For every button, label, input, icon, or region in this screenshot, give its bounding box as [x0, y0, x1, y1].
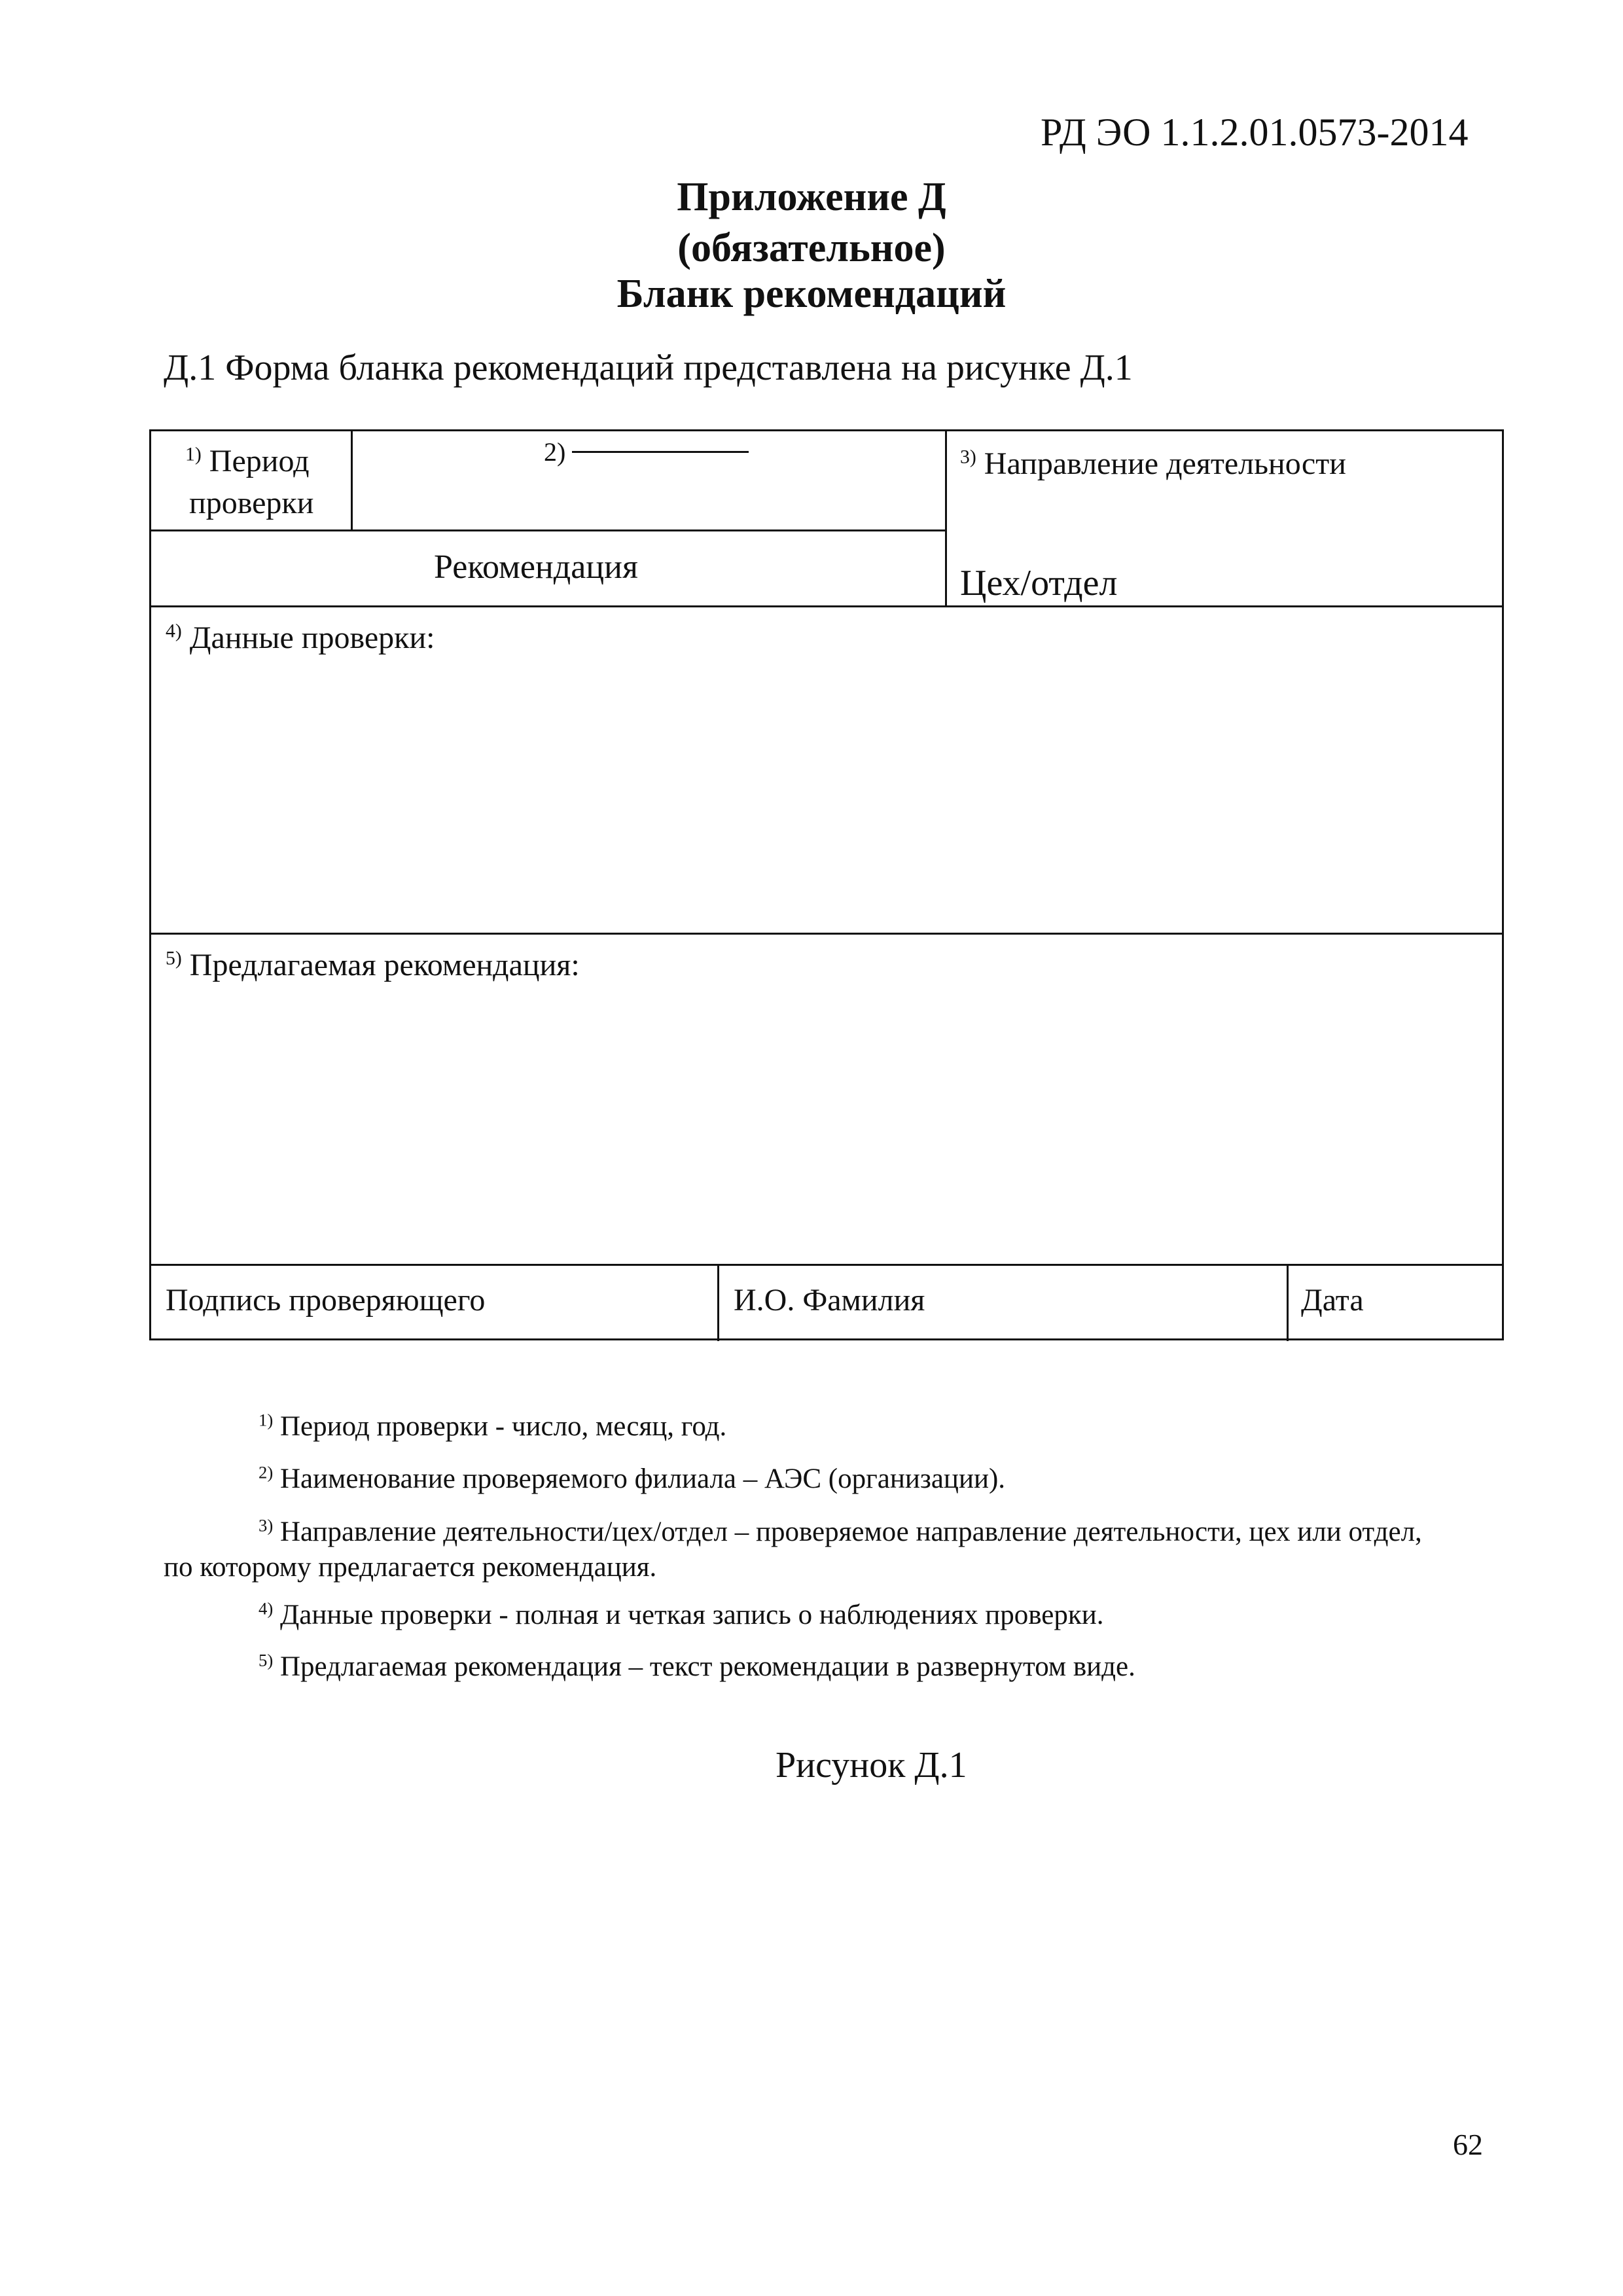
page-number: 62: [1453, 2128, 1483, 2161]
direction-label: $^{3)}$ Направление деятельности: [960, 446, 1346, 481]
footnote-1: $^{1)}$ Период проверки - число, месяц, год.: [259, 1410, 727, 1442]
proposed-recommendation-area[interactable]: [155, 994, 1497, 1259]
divider: [945, 431, 947, 607]
proposed-recommendation-label: $^{5)}$ Предлагаемая рекомендация:: [166, 947, 580, 982]
appendix-subtitle: Бланк рекомендаций: [616, 272, 1007, 316]
divider: [151, 529, 946, 531]
audit-data-label: $^{4)}$ Данные проверки:: [166, 620, 435, 655]
divider: [151, 605, 1502, 607]
branch-blank-line: [572, 451, 749, 453]
footnote-2: $^{2)}$ Наименование проверяемого филиала – АЭС (организации).: [259, 1462, 1006, 1494]
divider: [351, 431, 353, 531]
date-label: Дата: [1301, 1283, 1364, 1318]
footnote-3-cont: по которому предлагается рекомендация.: [164, 1552, 657, 1583]
document-number: РД ЭО 1.1.2.01.0573-2014: [1041, 111, 1469, 154]
footnote-3: $^{3)}$ Направление деятельности/цех/отдел – проверяемое направление деятельности, цех или отдел,: [259, 1515, 1422, 1547]
divider: [1287, 1264, 1289, 1341]
appendix-status: (обязательное): [677, 226, 946, 270]
recommendation-label: Рекомендация: [434, 548, 638, 586]
intro-paragraph: Д.1 Форма бланка рекомендаций представлена на рисунке Д.1: [164, 348, 1133, 388]
name-label: И.О. Фамилия: [734, 1283, 925, 1318]
footnote-5: $^{5)}$ Предлагаемая рекомендация – текст рекомендации в развернутом виде.: [259, 1650, 1135, 1682]
appendix-title: Приложение Д: [677, 175, 946, 219]
divider: [151, 933, 1502, 935]
figure-caption: Рисунок Д.1: [776, 1745, 967, 1785]
footnote-4: $^{4)}$ Данные проверки - полная и четкая запись о наблюдениях проверки.: [259, 1598, 1104, 1630]
department-label: Цех/отдел: [960, 563, 1118, 603]
recommendation-form: [149, 429, 1504, 1340]
period-label: $^{1)}$ Период: [185, 443, 310, 478]
branch-field[interactable]: 2): [544, 437, 749, 467]
divider: [151, 1264, 1502, 1266]
divider: [717, 1264, 719, 1341]
audit-data-area[interactable]: [155, 667, 1497, 929]
period-label-cont: проверки: [189, 486, 314, 520]
signature-label: Подпись проверяющего: [166, 1283, 486, 1318]
